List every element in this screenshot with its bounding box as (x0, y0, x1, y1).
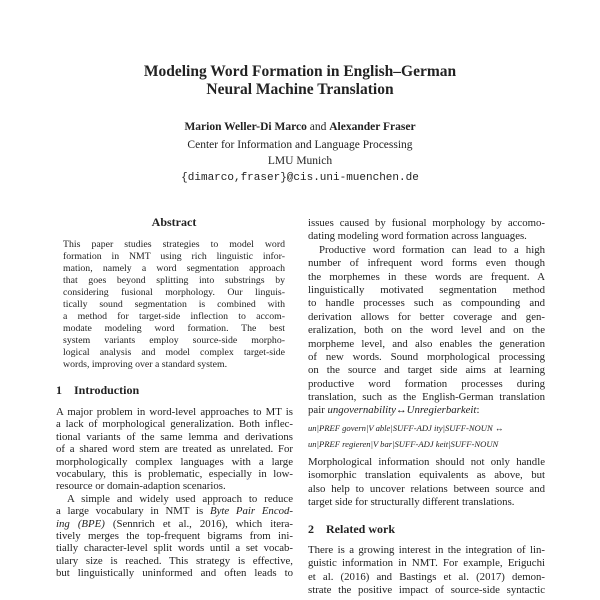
text-line: formation in NMT using rich linguistic infor- (63, 251, 285, 262)
email[interactable]: {dimarco,fraser}@cis.uni-muenchen.de (181, 172, 419, 184)
text-line (308, 404, 545, 417)
text-line: a method for target-side inflection to accom- (63, 311, 285, 322)
text-line: issues caused by fusional morphology by accomo- (308, 217, 545, 229)
introduction-body (56, 406, 293, 579)
example-pair: ungovernability↔Unregierbarkeit (327, 404, 477, 417)
text-span: a large vocabulary in NMT is (56, 505, 210, 518)
text-line: number of infrequent word forms even though (308, 257, 545, 270)
text-line: tially character-level split words until a set vocab- (56, 542, 293, 555)
text-line: modate modeling word formation. The best (63, 323, 285, 334)
related-work-heading: 2 Related work (308, 522, 395, 536)
text-line: tically sound segmentation is combined with (63, 299, 285, 310)
text-line: considering fusional morphology. Our linguis- (63, 287, 285, 298)
text-line: This paper studies strategies to model word (63, 239, 285, 250)
author-1: Marion Weller-Di Marco (184, 121, 307, 133)
text-line (56, 518, 293, 530)
text-line: linguistically motivated segmentation method (308, 283, 545, 296)
text-line: that goes beyond splitting into substrings by (63, 275, 285, 286)
text-span: pair (308, 404, 328, 417)
text-line: morphologically complex languages with a large (56, 455, 293, 468)
text-line: of a shared word stem are treated as unrelated. For (56, 443, 293, 456)
text-line: on the source and target side aims at learning (308, 364, 545, 377)
text-line: resource or domain-adaption scenarios. (56, 480, 226, 493)
text-line: words, improving over a standard system. (63, 359, 228, 370)
text-line: morpheme level, and also enables the generation (308, 337, 545, 350)
text-line: ulary size is reached. This strategy is effective, (56, 554, 293, 567)
right-column (308, 217, 545, 509)
text-span: : (476, 404, 480, 417)
text-line: vocabulary, this is problematic, especially in low- (56, 467, 293, 480)
text-line: but linguistically uninformed and often leads to (56, 567, 293, 580)
text-line: isomorphic translation equivalents as above, but (308, 469, 545, 482)
affiliation: Center for Information and Language Processing (187, 139, 413, 151)
author-2: Alexander Fraser (329, 121, 416, 133)
text-line: to handle processes such as compounding and (308, 297, 545, 310)
text-line: of new words. Sound morphological processing (308, 350, 545, 363)
text-line: There is a growing interest in the integration of lin- (308, 544, 545, 556)
text-line: mation, namely a word segmentation approach (63, 263, 285, 274)
text-line: productive word formation processes during (308, 377, 545, 390)
text-line: derivation allows for better coverage and gen- (308, 310, 545, 323)
text-line: eralization, both on the word level and on the (308, 324, 545, 337)
citation-sennrich: (Sennrich et al., 2016), which itera- (104, 517, 293, 530)
text-line (56, 505, 293, 517)
text-line: A simple and widely used approach to reduce (67, 492, 293, 505)
text-line: Morphological information should not only handle (308, 455, 545, 468)
author-conjunction: and (309, 121, 327, 133)
author-line (0, 119, 600, 135)
text-line: logical analysis and model complex target-side (63, 347, 285, 358)
text-line: a lack of morphological generalization. Both inflec- (56, 418, 293, 431)
text-line: system variants employ source-side morpho- (63, 335, 285, 346)
paper-title-line-1: Modeling Word Formation in English–German (143, 63, 457, 80)
text-line: un|PREF govern|V able|SUFF-ADJ ity|SUFF-NOUN ↔ (308, 422, 504, 433)
paper-title-line-2: Neural Machine Translation (206, 81, 394, 98)
related-work-body (308, 544, 545, 597)
text-line: A major problem in word-level approaches to MT is (56, 406, 293, 418)
text-line: also help to uncover relations between source and (308, 482, 545, 495)
text-line: tively merges the top-frequent bigrams from ini- (56, 529, 293, 542)
text-line: strate the positive impact of source-side syntactic (308, 583, 545, 596)
text-line: et al. (2016) and Bastings et al. (2017) demon- (308, 570, 545, 583)
text-line: the morphemes in these words are frequent. A (308, 270, 545, 283)
abstract-heading: Abstract (151, 215, 197, 229)
introduction-heading: 1 Introduction (56, 383, 140, 397)
text-line: translation, such as the English-German translation (308, 391, 545, 404)
text-line: un|PREF regieren|V bar|SUFF-ADJ keit|SUFF-NOUN (308, 439, 499, 450)
text-line: dating modeling word formation across languages. (308, 230, 527, 243)
text-line: guistic information in NMT. For example, Eriguchi (308, 557, 545, 570)
abstract-body (63, 239, 285, 371)
term-bpe: Byte Pair Encod- (209, 505, 293, 518)
text-line: Productive word formation can lead to a high (319, 243, 545, 256)
text-line: tional variants of the same lemma and derivations (56, 430, 293, 443)
term-bpe: ing (BPE) (56, 517, 105, 530)
text-line: target side for structurally different translations. (308, 496, 515, 509)
institution: LMU Munich (267, 155, 333, 167)
